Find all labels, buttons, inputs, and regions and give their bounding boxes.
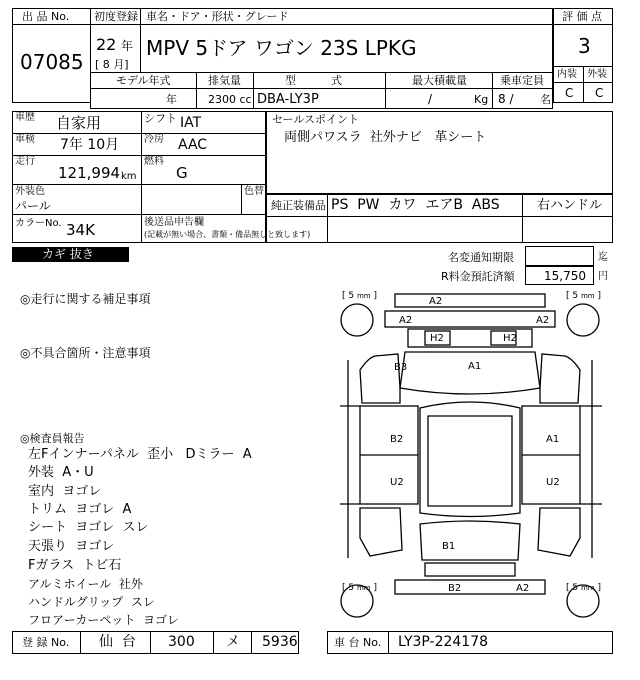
model-year-unit: 年 (166, 93, 177, 106)
year-unit: 年 (121, 39, 134, 53)
max-load: / (428, 92, 433, 106)
reg-number: 5936 (262, 634, 298, 650)
reg-no-label: 登 録 No. (22, 636, 70, 649)
recycle-unit: 円 (598, 271, 608, 282)
name-change-field (525, 246, 594, 266)
type-label: 型 式 (285, 74, 342, 87)
mark-front-bumper: A2 (429, 296, 443, 307)
mark-left-fender: B3 (394, 362, 408, 373)
type: DBA-LY3P (257, 92, 319, 107)
tire-rl-label: [ 5 mm ] (342, 583, 377, 593)
recycle-label: R料金預託済額 (441, 270, 515, 283)
post-label: 後送品申告欄 (144, 217, 204, 228)
fuel-label: 燃料 (144, 156, 164, 167)
note-line: 室内 ヨゴレ (28, 484, 102, 499)
equipment-label: 純正装備品 (271, 199, 326, 212)
mark-front-right: A2 (536, 315, 550, 326)
fuel: G (176, 164, 188, 182)
mileage: 121,994 (58, 164, 121, 182)
capacity-unit: 名 (540, 93, 551, 106)
score: 3 (578, 34, 591, 58)
note-line: 外装 A・U (28, 465, 94, 480)
recycle-value: 15,750 (544, 269, 586, 283)
mileage-label: 走行 (15, 156, 35, 167)
car-name: MPV 5ドア ワゴン 23S LPKG (146, 36, 417, 60)
reg-month: [ 8 月] (95, 58, 129, 71)
capacity: 8 / (498, 92, 514, 106)
note-line: シート ヨゴレ スレ (28, 520, 149, 535)
lot-no-label: 出 品 No. (22, 10, 70, 23)
sales-point: 両側パワスラ 社外ナビ 革シート (284, 130, 487, 145)
reg-year: 22 (96, 35, 117, 54)
chassis: LY3P-224178 (398, 634, 489, 650)
mark-left-rear-door: U2 (390, 477, 404, 488)
shift: IAT (180, 115, 202, 131)
mark-back-door: B1 (442, 541, 456, 552)
interior-score: C (565, 86, 574, 100)
inspector-label: ◎検査員報告 (20, 432, 85, 445)
steering: 右ハンドル (537, 198, 603, 213)
post-note: (記載が無い場合、書類・備品無しと致します) (144, 230, 311, 239)
shift-label: シフト (144, 112, 177, 125)
chassis-label: 車 台 No. (334, 636, 382, 649)
interior-label: 内装 (557, 69, 577, 80)
note-line: トリム ヨゴレ A (28, 502, 132, 517)
mark-right-front-door: A1 (546, 434, 560, 445)
lot-no: 07085 (20, 50, 84, 74)
name-label: 車名・ドア・形状・グレード (146, 10, 289, 23)
model-year-label: モデル年式 (116, 74, 171, 87)
name-change-label: 名変通知期限 (448, 251, 514, 264)
color-label: 外装色 (15, 186, 45, 197)
color-no-label: カラーNo. (15, 218, 62, 229)
score-label: 評 価 点 (562, 10, 602, 23)
displacement: 2300 cc (208, 93, 252, 106)
note-line: ハンドルグリップ スレ (28, 595, 155, 609)
mark-left-front-door: B2 (390, 434, 404, 445)
defects-label: ◎不具合箇所・注意事項 (20, 346, 151, 360)
exterior-label: 外装 (587, 69, 607, 80)
tire-fr-label: [ 5 mm ] (566, 291, 601, 301)
inspection-label: 車検 (15, 134, 35, 145)
reg-class: 300 (168, 634, 195, 650)
note-line: Fガラス トビ石 (28, 558, 122, 573)
capacity-label: 乗車定員 (500, 74, 544, 87)
max-load-label: 最大積載量 (412, 74, 467, 87)
mark-headlight-right: H2 (503, 333, 517, 344)
displacement-label: 排気量 (208, 74, 241, 87)
note-line: 天張り ヨゴレ (28, 539, 115, 554)
history: 自家用 (56, 114, 102, 132)
color-change-label: 色替 (244, 186, 264, 197)
note-line: フロアーカーペット ヨゴレ (28, 613, 180, 627)
note-line: アルミホイール 社外 (28, 577, 143, 591)
mark-headlight-left: H2 (430, 333, 444, 344)
ac: AAC (178, 137, 208, 153)
tire-fl-label: [ 5 mm ] (342, 291, 377, 301)
mark-rear-bumper: B2 (448, 583, 462, 594)
sales-point-label: セールスポイント (272, 113, 360, 126)
mark-hood: A1 (468, 361, 482, 372)
mark-rear-right: A2 (516, 583, 530, 594)
note-line: 左Fインナーパネル 歪小 Dミラー A (28, 447, 252, 462)
car-damage-diagram (330, 288, 613, 630)
supplement-label: ◎走行に関する補足事項 (20, 292, 151, 306)
exterior-score: C (595, 86, 604, 100)
mileage-unit: km (121, 171, 137, 182)
equipment: PS PW カワ エアB ABS (331, 197, 500, 213)
inspection: 7年 10月 (60, 137, 120, 153)
tire-rr-label: [ 5 mm ] (566, 583, 601, 593)
key-tag-text: カギ 抜き (42, 247, 94, 261)
max-load-unit: Kg (474, 93, 489, 106)
color-no: 34K (66, 221, 95, 239)
mark-right-rear-door: U2 (546, 477, 560, 488)
name-change-unit: 迄 (598, 252, 608, 263)
reg-area: 仙 台 (99, 634, 136, 650)
first-reg-label: 初度登録 (94, 10, 138, 23)
ac-label: 冷房 (144, 134, 164, 145)
history-label: 車歴 (15, 112, 35, 123)
mark-front-left: A2 (399, 315, 413, 326)
color: パール (15, 199, 51, 213)
reg-kana: メ (226, 634, 240, 650)
